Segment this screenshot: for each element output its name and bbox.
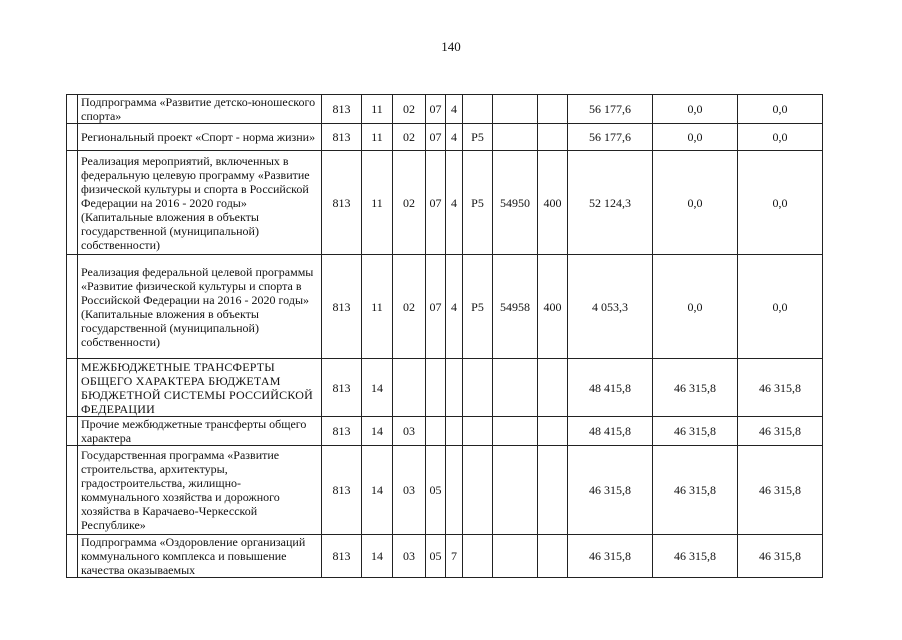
amount-year-3: 46 315,8 [738,535,823,578]
row-name: Региональный проект «Спорт - норма жизни» [78,124,322,151]
code-expense-type: 400 [538,255,568,359]
code-direction: 54958 [493,255,538,359]
amount-year-1: 48 415,8 [568,359,653,417]
page-number: 140 [441,39,461,54]
code-direction [493,359,538,417]
code-subprogram [446,446,463,535]
amount-year-2: 46 315,8 [653,359,738,417]
budget-table [66,94,823,578]
code-project: P5 [463,151,493,255]
code-ministry: 813 [322,255,362,359]
table-row [67,255,823,359]
amount-year-3: 0,0 [738,255,823,359]
table-row [67,535,823,578]
amount-year-3: 46 315,8 [738,417,823,446]
code-project: P5 [463,255,493,359]
code-ministry: 813 [322,151,362,255]
code-program [426,359,446,417]
code-subsection [393,359,426,417]
amount-year-3: 0,0 [738,95,823,124]
table-row [67,417,823,446]
code-ministry: 813 [322,446,362,535]
code-program: 07 [426,95,446,124]
code-program: 07 [426,151,446,255]
amount-year-2: 0,0 [653,124,738,151]
code-program: 07 [426,255,446,359]
code-project [463,535,493,578]
code-subprogram: 4 [446,124,463,151]
code-subprogram: 7 [446,535,463,578]
code-section: 14 [362,359,393,417]
amount-year-3: 46 315,8 [738,359,823,417]
code-section: 14 [362,446,393,535]
row-name: Подпрограмма «Оздоровление организаций коммунального комплекса и повышение качества оказываемых [78,535,322,578]
code-subprogram: 4 [446,255,463,359]
code-ministry: 813 [322,417,362,446]
row-stub [67,417,78,446]
code-ministry: 813 [322,359,362,417]
code-subprogram [446,359,463,417]
amount-year-2: 0,0 [653,151,738,255]
row-name: Государственная программа «Развитие строительства, архитектуры, градостроительства, жилищно-коммунального хозяйства и дорожного хозяйства в Карачаево-Черкесской Республике» [78,446,322,535]
code-section: 11 [362,124,393,151]
row-stub [67,124,78,151]
code-expense-type [538,95,568,124]
code-section: 11 [362,255,393,359]
code-ministry: 813 [322,95,362,124]
code-section: 14 [362,417,393,446]
amount-year-2: 0,0 [653,95,738,124]
amount-year-2: 46 315,8 [653,535,738,578]
table-row [67,446,823,535]
code-program: 05 [426,535,446,578]
code-project [463,446,493,535]
code-expense-type: 400 [538,151,568,255]
row-name: МЕЖБЮДЖЕТНЫЕ ТРАНСФЕРТЫ ОБЩЕГО ХАРАКТЕРА БЮДЖЕТАМ БЮДЖЕТНОЙ СИСТЕМЫ РОССИЙСКОЙ ФЕДЕРАЦИИ [78,359,322,417]
code-expense-type [538,535,568,578]
code-subsection: 03 [393,535,426,578]
amount-year-2: 46 315,8 [653,446,738,535]
code-project [463,95,493,124]
amount-year-2: 0,0 [653,255,738,359]
amount-year-1: 46 315,8 [568,446,653,535]
code-expense-type [538,359,568,417]
code-direction [493,535,538,578]
code-subsection: 02 [393,255,426,359]
code-program: 05 [426,446,446,535]
amount-year-2: 46 315,8 [653,417,738,446]
code-direction: 54950 [493,151,538,255]
code-subsection: 03 [393,417,426,446]
code-direction [493,124,538,151]
amount-year-1: 48 415,8 [568,417,653,446]
table-row [67,95,823,124]
code-subprogram: 4 [446,95,463,124]
amount-year-3: 46 315,8 [738,446,823,535]
code-subsection: 02 [393,151,426,255]
code-direction [493,417,538,446]
code-subsection: 02 [393,124,426,151]
row-stub [67,535,78,578]
row-stub [67,255,78,359]
code-direction [493,95,538,124]
row-name: Реализация мероприятий, включенных в федеральную целевую программу «Развитие физической культуры и спорта в Российской Федерации на 2016 - 2020 годы» (Капитальные вложения в объекты государственной (муниципальной) собственности) [78,151,322,255]
table-row [67,151,823,255]
amount-year-3: 0,0 [738,124,823,151]
code-project [463,417,493,446]
code-section: 14 [362,535,393,578]
code-program: 07 [426,124,446,151]
code-program [426,417,446,446]
amount-year-1: 56 177,6 [568,95,653,124]
code-section: 11 [362,95,393,124]
row-name: Подпрограмма «Развитие детско-юношеского спорта» [78,95,322,124]
row-stub [67,151,78,255]
table-row [67,124,823,151]
code-subsection: 02 [393,95,426,124]
amount-year-1: 52 124,3 [568,151,653,255]
code-expense-type [538,417,568,446]
code-section: 11 [362,151,393,255]
row-name: Реализация федеральной целевой программы «Развитие физической культуры и спорта в Российской Федерации на 2016 - 2020 годы» (Капитальные вложения в объекты государственной (муниципальной) собственности) [78,255,322,359]
code-expense-type [538,446,568,535]
code-expense-type [538,124,568,151]
amount-year-1: 4 053,3 [568,255,653,359]
row-stub [67,446,78,535]
code-ministry: 813 [322,124,362,151]
row-stub [67,359,78,417]
code-project [463,359,493,417]
code-project: P5 [463,124,493,151]
amount-year-1: 56 177,6 [568,124,653,151]
code-subprogram: 4 [446,151,463,255]
amount-year-3: 0,0 [738,151,823,255]
code-subsection: 03 [393,446,426,535]
amount-year-1: 46 315,8 [568,535,653,578]
code-direction [493,446,538,535]
code-ministry: 813 [322,535,362,578]
table-row [67,359,823,417]
row-stub [67,95,78,124]
code-subprogram [446,417,463,446]
row-name: Прочие межбюджетные трансферты общего характера [78,417,322,446]
